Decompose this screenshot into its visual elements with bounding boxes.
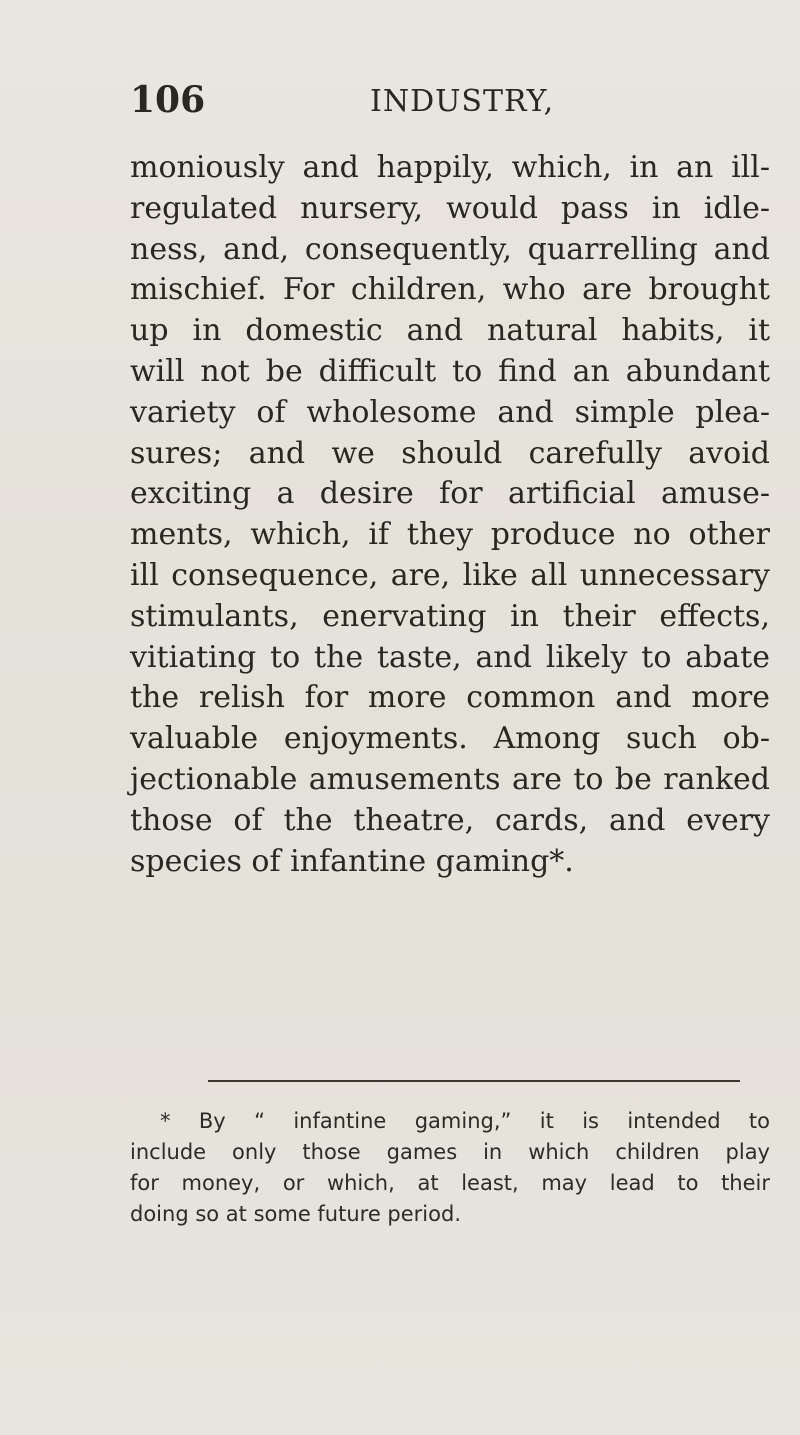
text-line: valuable enjoyments. Among such ob- <box>130 721 770 757</box>
footnote <box>130 1106 770 1230</box>
text-line: moniously and happily, which, in an ill- <box>130 150 770 185</box>
text-line: jectionable amusements are to be ranked <box>130 761 770 797</box>
text-line: ness, and, consequently, quarrelling and <box>130 231 770 267</box>
text-line: ments, which, if they produce no other <box>130 517 770 553</box>
page-header <box>130 74 770 126</box>
text-line: the relish for more common and more <box>130 680 770 716</box>
text-line: species of infantine gaming*. <box>130 843 574 879</box>
footnote-line: doing so at some future period. <box>130 1202 461 1226</box>
text-line: variety of wholesome and simple plea- <box>130 394 770 430</box>
text-line: mischief. For children, who are brought <box>130 272 770 308</box>
body-paragraph <box>130 148 770 882</box>
footnote-line: for money, or which, at least, may lead to their <box>130 1171 770 1195</box>
footnote-line: * By “ infantine gaming,” it is intended to <box>160 1109 770 1133</box>
text-line: sures; and we should carefully avoid <box>130 435 770 471</box>
page-number: 106 <box>130 79 206 121</box>
text-line: exciting a desire for artificial amuse- <box>130 476 770 512</box>
text-line: stimulants, enervating in their effects, <box>130 598 770 634</box>
text-line: vitiating to the taste, and likely to abate <box>130 639 770 675</box>
text-line: regulated nursery, would pass in idle- <box>130 190 770 226</box>
text-line: those of the theatre, cards, and every <box>130 802 770 838</box>
footnote-line: include only those games in which children play <box>130 1140 770 1164</box>
footnote-rule <box>208 1080 740 1082</box>
text-line: ill consequence, are, like all unnecessary <box>130 557 770 593</box>
running-head: INDUSTRY, <box>370 84 555 119</box>
text-line: will not be difficult to find an abundant <box>130 353 770 389</box>
text-line: up in domestic and natural habits, it <box>130 313 770 349</box>
